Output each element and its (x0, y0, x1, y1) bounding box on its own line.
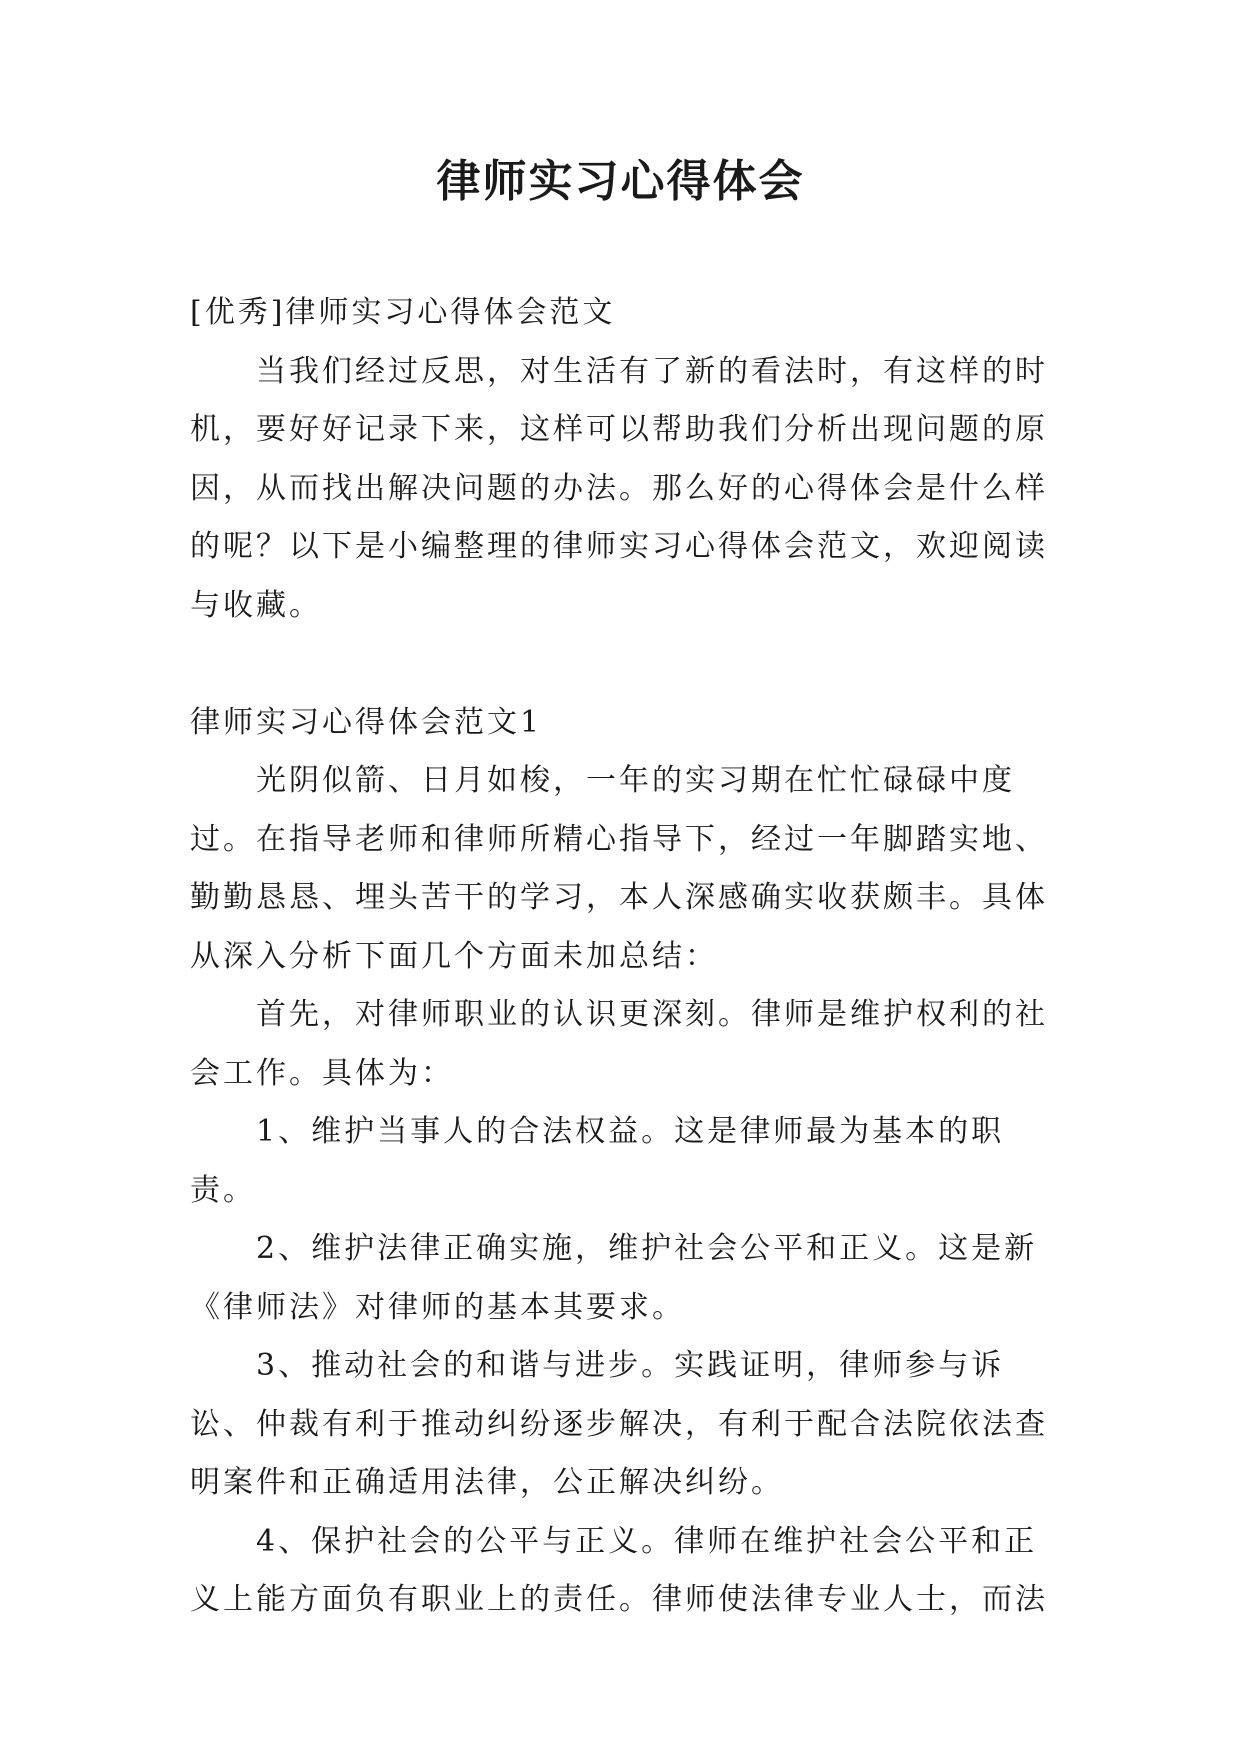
document-body (190, 284, 1070, 1630)
intro-paragraph: 当我们经过反思，对生活有了新的看法时，有这样的时机，要好好记录下来，这样可以帮助我们分析出现问题的原因，从而找出解决问题的办法。那么好的心得体会是什么样的呢？以下是小编整理的律师实习心得体会范文，欢迎阅读与收藏。 (190, 353, 1048, 623)
body-paragraph-3: 1、维护当事人的合法权益。这是律师最为基本的职责。 (190, 1114, 1005, 1208)
body-paragraph-5: 3、推动社会的和谐与进步。实践证明，律师参与诉讼、仲裁有利于推动纠纷逐步解决，有利于配合法院依法查明案件和正确适用法律，公正解决纠纷。 (190, 1348, 1048, 1500)
document-title: 律师实习心得体会 (436, 156, 805, 207)
body-paragraph-6: 4、保护社会的公平与正义。律师在维护社会公平和正义上能方面负有职业上的责任。律师使法律专业人士，而法 (190, 1523, 1048, 1617)
section-heading: 律师实习心得体会范文1 (190, 704, 543, 740)
document-subtitle: [优秀]律师实习心得体会范文 (190, 295, 616, 330)
section-spacer (190, 635, 1070, 694)
body-paragraph-4: 2、维护法律正确实施，维护社会公平和正义。这是新《律师法》对律师的基本其要求。 (190, 1231, 1038, 1325)
body-paragraph-2: 首先，对律师职业的认识更深刻。律师是维护权利的社会工作。具体为： (190, 997, 1048, 1091)
body-paragraph-1: 光阴似箭、日月如梭，一年的实习期在忙忙碌碌中度过。在指导老师和律师所精心指导下，经过一年脚踏实地、勤勤恳恳、埋头苦干的学习，本人深感确实收获颇丰。具体从深入分析下面几个方面未加总结： (190, 763, 1048, 974)
